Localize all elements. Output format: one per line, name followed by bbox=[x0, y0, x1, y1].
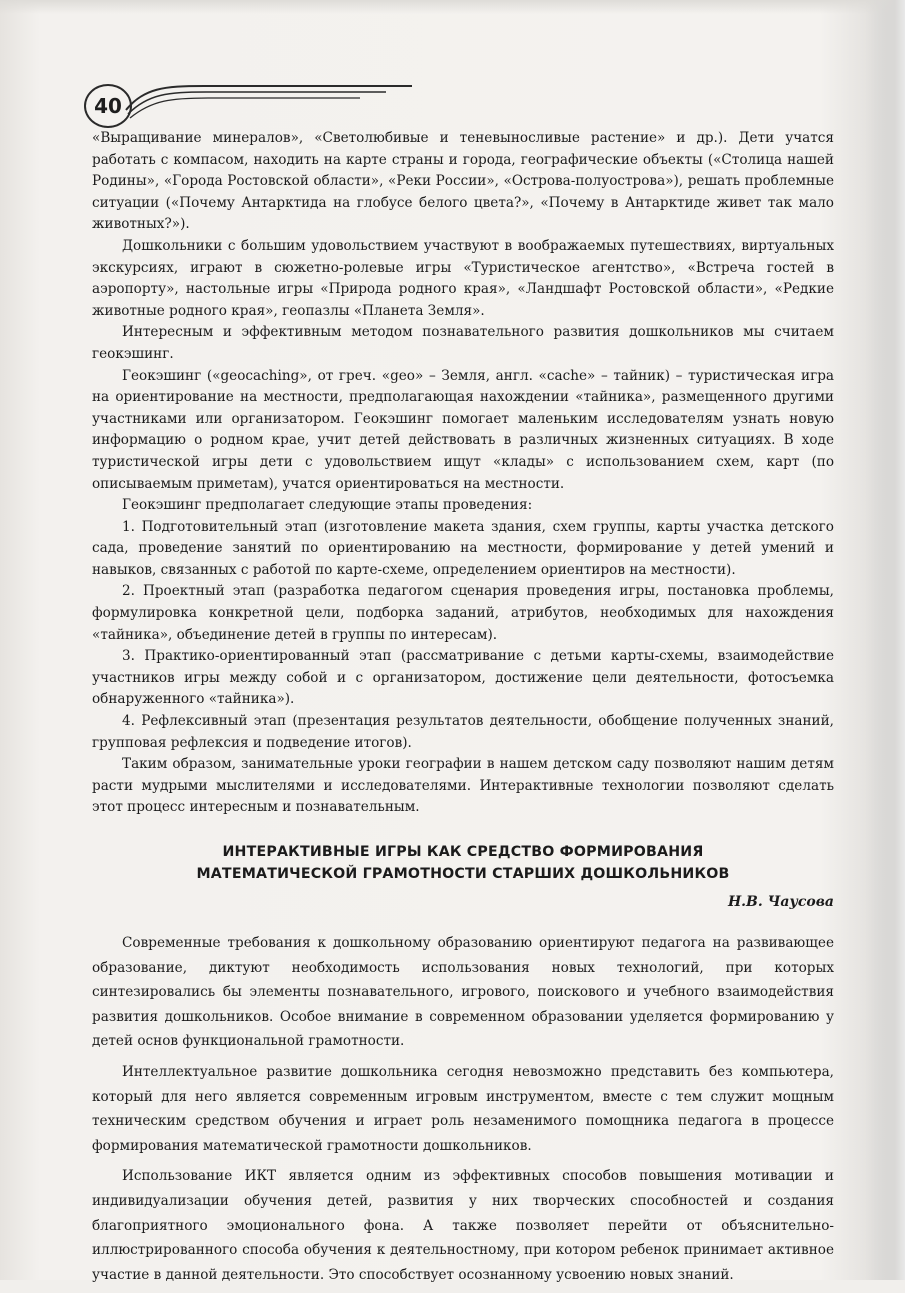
paragraph: «Выращивание минералов», «Светолюбивые и теневыносливые растение» и др.). Дети учатся работать с компасом, находить на карте страны и города, географические объекты («Столица нашей Родины», «Города Ростовской области», «Реки России», «Острова-полуострова»), решать проблемные ситуации («Почему Антарктида на глобусе белого цвета?», «Почему в Антарктиде живет так мало животных?»). bbox=[92, 130, 834, 233]
page-right-edge bbox=[865, 0, 905, 1280]
article-title bbox=[92, 841, 834, 885]
paragraph: Геокэшинг («geocaching», от греч. «geo» – Земля, англ. «cache» – тайник) – туристическая игра на ориентирование на местности, предполагающая нахождении «тайника», размещенного другими участниками или организатором. Геокэшинг помогает маленьким исследователям узнать новую информацию о родном крае, учит детей действовать в различных жизненных ситуациях. В ходе туристической игры дети с удовольствием ищут «клады» с использованием схем, карт (по описываемым приметам), учатся ориентироваться на местности. bbox=[92, 367, 834, 492]
paragraph: Интеллектуальное развитие дошкольника сегодня невозможно представить без компьютера, который для него является современным игровым инструментом, вместе с тем служит мощным техническим средством обучения и играет роль незаменимого помощника педагога в процессе формирования математической грамотности дошкольников. bbox=[92, 1063, 834, 1154]
list-item: 3. Практико-ориентированный этап (рассматривание с детьми карты-схемы, взаимодействие участников игры между собой и с организатором, достижение цели деятельности, фотосъемка обнаруженного «тайника»). bbox=[92, 648, 834, 708]
header-decoration-lines bbox=[124, 82, 414, 122]
article-title-line: МАТЕМАТИЧЕСКОЙ ГРАМОТНОСТИ СТАРШИХ ДОШКОЛЬНИКОВ bbox=[196, 866, 730, 882]
paragraph: Интересным и эффективным методом познавательного развития дошкольников мы считаем геокэшинг. bbox=[92, 324, 834, 362]
article-author: Н.В. Чаусова bbox=[727, 894, 834, 910]
page-content bbox=[92, 128, 834, 1293]
paragraph: Использование ИКТ является одним из эффективных способов повышения мотивации и индивидуализации обучения детей, развития у них творческих способностей и создания благоприятного эмоционального фона. А также позволяет перейти от объяснительно-иллюстрированного способа обучения к деятельностному, при котором ребенок принимает активное участие в данной деятельности. Это способствует осознанному усвоению новых знаний. bbox=[92, 1168, 834, 1283]
paragraph: Современные требования к дошкольному образованию ориентируют педагога на развивающее образование, диктуют необходимость использования новых технологий, при которых синтезировались бы элементы познавательного, игрового, поискового и учебного взаимодействия развития дошкольников. Особое внимание в современном образовании уделяется формированию у детей основ функциональной грамотности. bbox=[92, 935, 834, 1050]
paragraph: Таким образом, занимательные уроки географии в нашем детском саду позволяют нашим детям расти мудрыми мыслителями и исследователями. Интерактивные технологии позволяют сделать этот процесс интересным и познавательным. bbox=[92, 756, 834, 816]
page-top-edge bbox=[0, 0, 905, 14]
list-item: 4. Рефлексивный этап (презентация результатов деятельности, обобщение полученных знаний, групповая рефлексия и подведение итогов). bbox=[92, 713, 834, 751]
paragraph: Дошкольники с большим удовольствием участвуют в воображаемых путешествиях, виртуальных экскурсиях, играют в сюжетно-ролевые игры «Туристическое агентство», «Встреча гостей в аэропорту», настольные игры «Природа родного края», «Ландшафт Ростовской области», «Редкие животные родного края», геопазлы «Планета Земля». bbox=[92, 237, 834, 319]
page-number: 40 bbox=[94, 94, 122, 118]
list-item: 2. Проектный этап (разработка педагогом сценария проведения игры, постановка проблемы, формулировка конкретной цели, подборка заданий, атрибутов, необходимых для нахождения «тайника», объединение детей в группы по интересам). bbox=[92, 583, 834, 643]
article-title-line: ИНТЕРАКТИВНЫЕ ИГРЫ КАК СРЕДСТВО ФОРМИРОВАНИЯ bbox=[222, 844, 704, 860]
list-item: 1. Подготовительный этап (изготовление макета здания, схем группы, карты участка детского сада, проведение занятий по ориентированию на местности, формирование у детей умений и навыков, связанных с работой по карте-схеме, определением ориентиров на местности). bbox=[92, 518, 834, 578]
page-header bbox=[84, 80, 414, 130]
paragraph: Геокэшинг предполагает следующие этапы проведения: bbox=[122, 497, 533, 514]
